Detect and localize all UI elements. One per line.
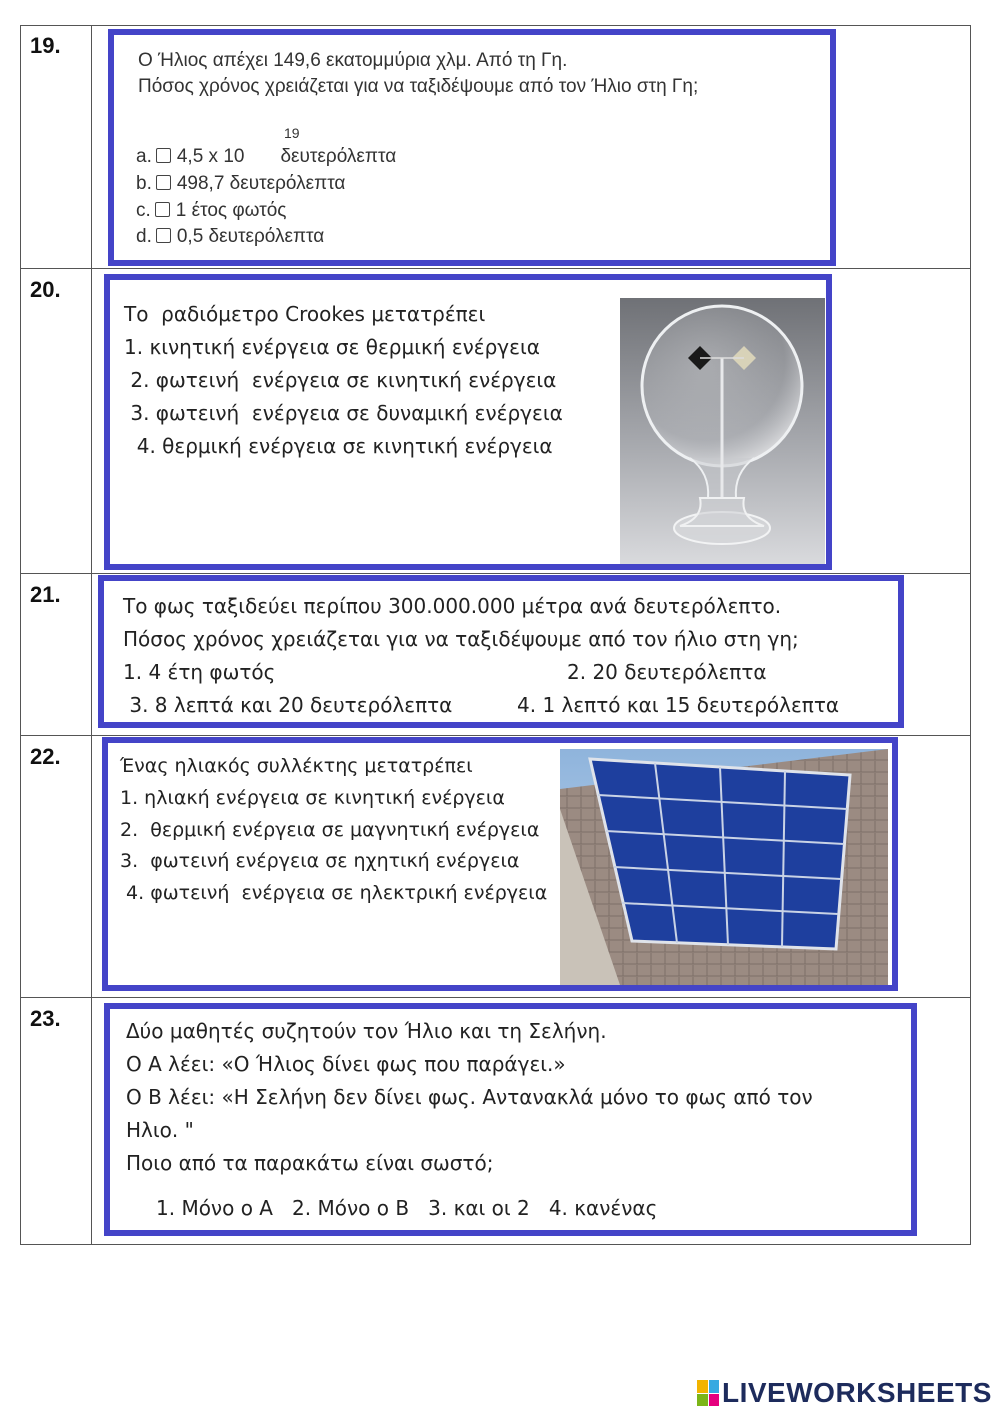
row-divider [20,268,971,269]
checkbox[interactable] [156,228,171,243]
option-2[interactable]: 2. 20 δευτερόλεπτα [567,660,767,684]
question-number: 21. [30,582,61,607]
option-text: 4. θερμική ενέργεια σε κινητική ενέργεια [124,434,553,458]
option-letter: a. [136,146,152,167]
option-text: 2. φωτεινή ενέργεια σε κινητική ενέργεια [124,368,557,392]
option-a[interactable] [136,146,396,168]
logo-grid-icon [697,1380,719,1406]
option-text: 3. φωτεινή ενέργεια σε ηχητική ενέργεια [120,850,520,872]
question-text: Το φως ταξιδεύει περίπου 300.000.000 μέτρα ανά δευτερόλεπτο. [123,594,782,618]
option-letter: d. [136,226,152,247]
crookes-radiometer-image [620,298,825,564]
option-1[interactable]: 1. 4 έτη φωτός [123,660,276,684]
option-text: 4. φωτεινή ενέργεια σε ηλεκτρική ενέργεια [120,882,548,904]
question-23-box [104,1003,917,1236]
solar-panel-image [560,749,888,985]
question-text: Ποιο από τα παρακάτω είναι σωστό; [126,1151,494,1175]
option-3[interactable]: 3. 8 λεπτά και 20 δευτερόλεπτα [123,693,453,717]
checkbox[interactable] [156,148,171,163]
option-text: 4,5 x 10 [176,146,245,167]
answer-options[interactable]: 1. Μόνο ο Α 2. Μόνο ο Β 3. και οι 2 4. κανένας [156,1196,658,1220]
option-text: 0,5 δευτερόλεπτα [176,226,325,247]
option-suffix: δευτερόλεπτα [280,146,397,167]
option-letter: b. [136,173,152,194]
question-text: Δύο μαθητές συζητούν τον Ήλιο και τη Σελήνη. [126,1019,607,1043]
question-number: 20. [30,277,61,302]
option-text: 1 έτος φωτός [175,200,287,221]
row-divider [20,735,971,736]
question-text: Ο Β λέει: «Η Σελήνη δεν δίνει φως. Αντανακλά μόνο το φως από τον [126,1085,813,1109]
checkbox[interactable] [156,175,171,190]
option-c[interactable] [136,200,286,222]
question-number: 19. [30,33,61,58]
question-number: 23. [30,1006,61,1031]
exponent: 19 [284,125,300,141]
logo-text: LIVEWORKSHEETS [722,1377,992,1408]
question-text: Πόσος χρόνος χρειάζεται για να ταξιδέψουμε από τον ήλιο στη γη; [123,627,799,651]
question-text: Ο Ήλιος απέχει 149,6 εκατομμύρια χλμ. Από τη Γη. [138,50,568,71]
question-22-box [102,737,898,991]
question-20-box [104,274,832,570]
liveworksheets-logo [697,1378,992,1408]
question-text: Ο Α λέει: «Ο Ήλιος δίνει φως που παράγει.» [126,1052,566,1076]
question-text: Το ραδιόμετρο Crookes μετατρέπει [124,302,486,326]
question-text: Πόσος χρόνος χρειάζεται για να ταξιδέψουμε από τον Ήλιο στη Γη; [138,76,699,97]
option-letter: c. [136,200,151,221]
question-21-box [98,575,904,728]
checkbox[interactable] [155,202,170,217]
question-text: Ηλιο. " [126,1118,194,1142]
row-divider [20,573,971,574]
option-b[interactable] [136,173,345,195]
question-19-box [108,29,836,266]
option-text: 1. ηλιακή ενέργεια σε κινητική ενέργεια [120,787,505,809]
question-text: Ένας ηλιακός συλλέκτης μετατρέπει [120,755,473,777]
question-number: 22. [30,744,61,769]
table-column-divider [91,25,92,1245]
option-4[interactable]: 4. 1 λεπτό και 15 δευτερόλεπτα [517,693,840,717]
option-text: 1. κινητική ενέργεια σε θερμική ενέργεια [124,335,540,359]
option-text: 2. θερμική ενέργεια σε μαγνητική ενέργεια [120,819,540,841]
option-text: 3. φωτεινή ενέργεια σε δυναμική ενέργεια [124,401,563,425]
option-text: 498,7 δευτερόλεπτα [176,173,346,194]
row-divider [20,997,971,998]
option-d[interactable] [136,226,324,248]
